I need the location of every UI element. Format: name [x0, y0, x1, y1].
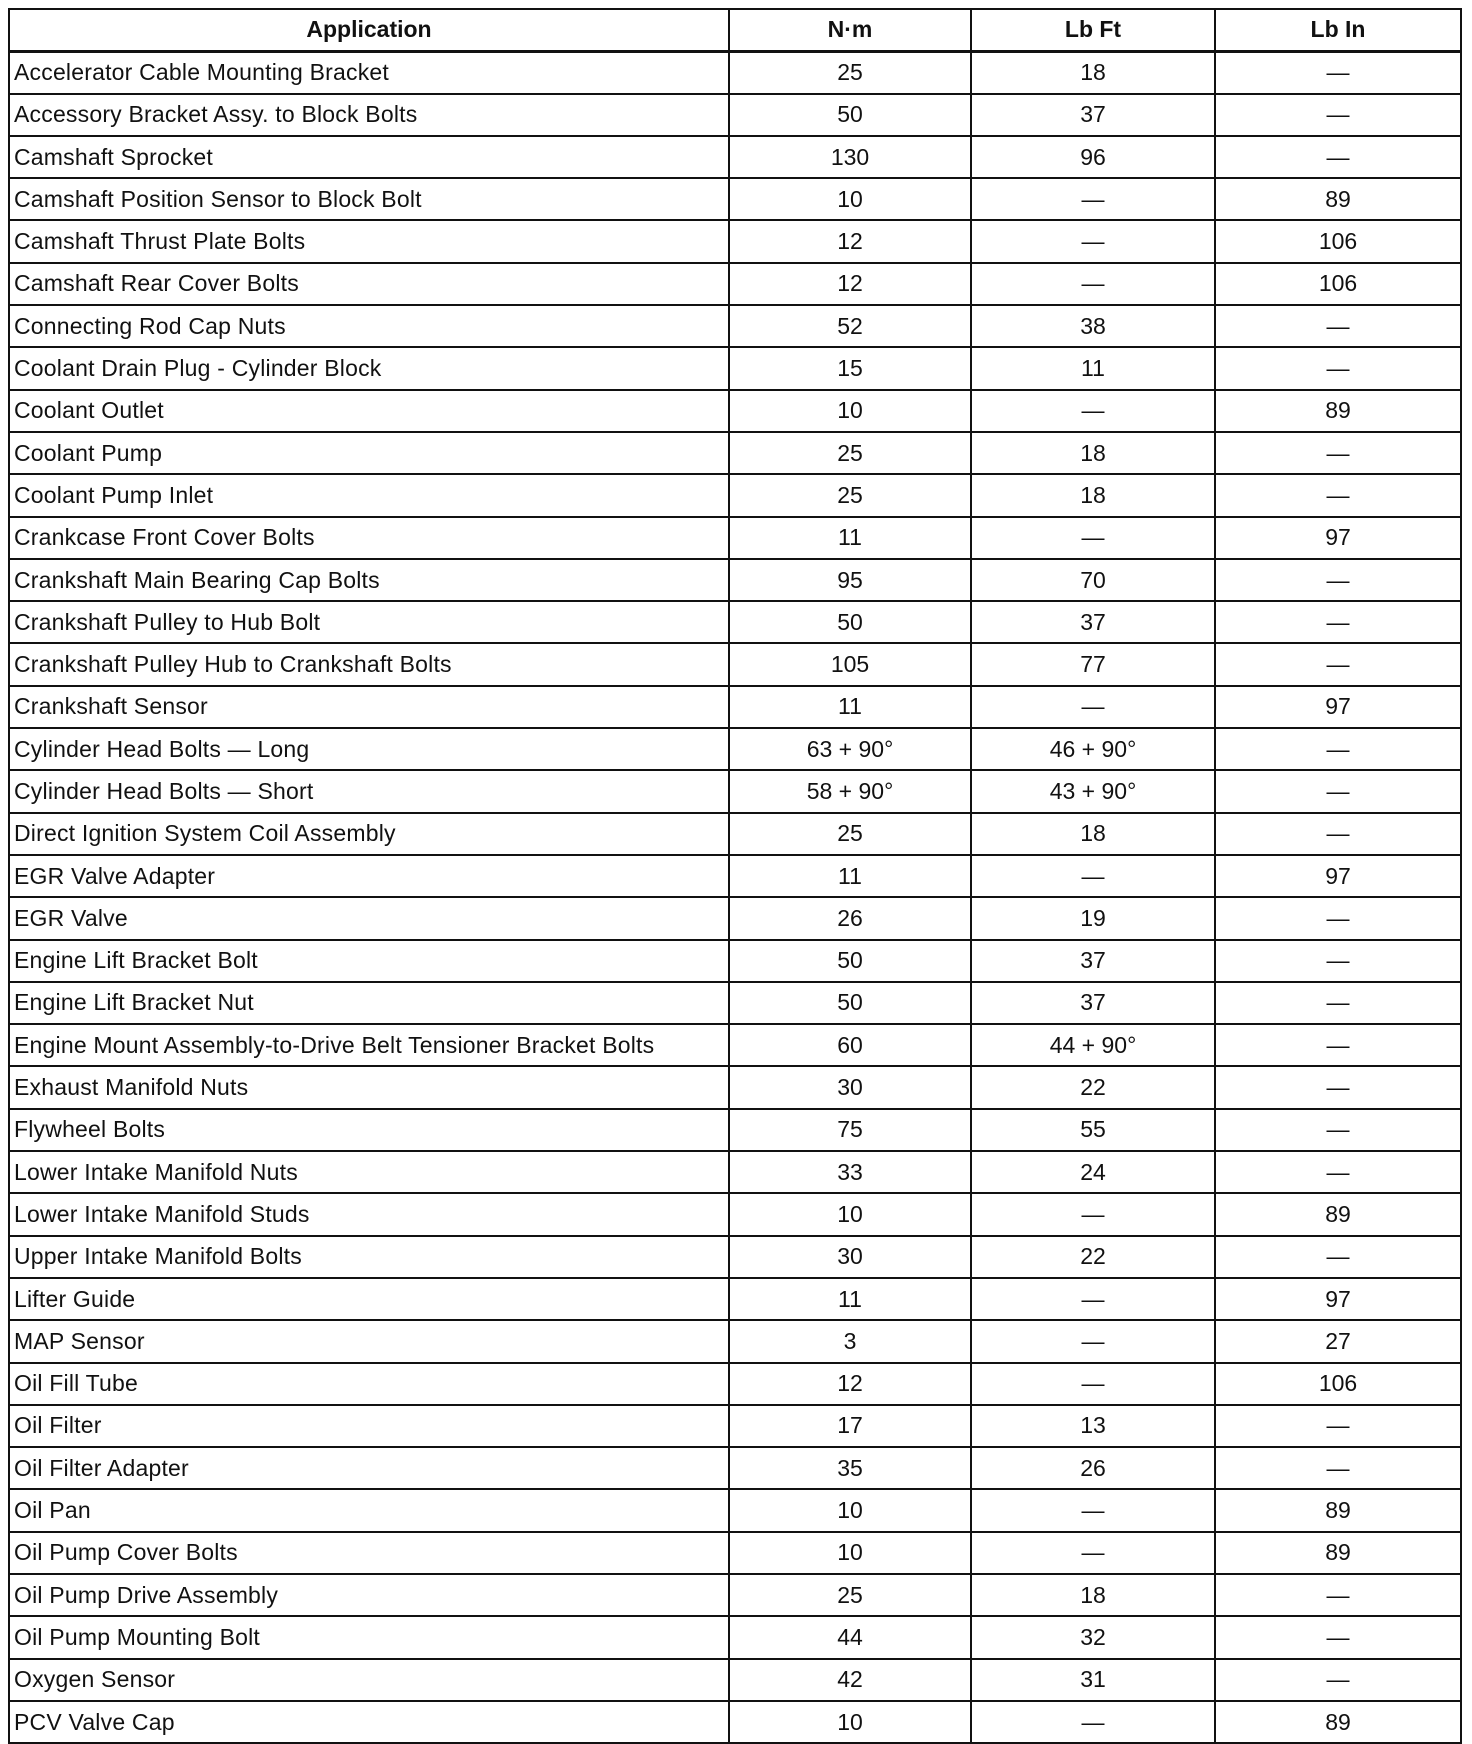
table-row: [9, 601, 1461, 643]
table-row: [9, 643, 1461, 685]
cell-pound-feet: 31: [971, 1659, 1215, 1701]
cell-pound-feet: —: [971, 1363, 1215, 1405]
torque-spec-table: [8, 8, 1462, 1744]
cell-pound-feet: 37: [971, 982, 1215, 1024]
cell-pound-feet: —: [971, 178, 1215, 220]
cell-application: Lower Intake Manifold Nuts: [9, 1151, 729, 1193]
cell-application: Accelerator Cable Mounting Bracket: [9, 51, 729, 93]
table-row: [9, 517, 1461, 559]
table-row: [9, 1659, 1461, 1701]
cell-pound-feet: 18: [971, 51, 1215, 93]
cell-newton-meters: 11: [729, 686, 971, 728]
cell-newton-meters: 11: [729, 1278, 971, 1320]
cell-pound-inches: —: [1215, 940, 1461, 982]
table-row: [9, 1489, 1461, 1531]
cell-pound-inches: —: [1215, 51, 1461, 93]
cell-newton-meters: 33: [729, 1151, 971, 1193]
cell-pound-feet: 46 + 90°: [971, 728, 1215, 770]
table-row: [9, 940, 1461, 982]
cell-newton-meters: 11: [729, 517, 971, 559]
cell-pound-feet: 43 + 90°: [971, 770, 1215, 812]
table-row: [9, 897, 1461, 939]
cell-application: Cylinder Head Bolts — Short: [9, 770, 729, 812]
cell-newton-meters: 25: [729, 432, 971, 474]
cell-application: Engine Lift Bracket Nut: [9, 982, 729, 1024]
cell-pound-inches: —: [1215, 136, 1461, 178]
cell-pound-inches: —: [1215, 770, 1461, 812]
table-row: [9, 220, 1461, 262]
table-row: [9, 1066, 1461, 1108]
cell-application: Lower Intake Manifold Studs: [9, 1193, 729, 1235]
cell-pound-inches: —: [1215, 897, 1461, 939]
cell-pound-inches: —: [1215, 94, 1461, 136]
cell-newton-meters: 44: [729, 1616, 971, 1658]
cell-pound-inches: —: [1215, 1447, 1461, 1489]
cell-newton-meters: 10: [729, 1532, 971, 1574]
cell-pound-feet: 32: [971, 1616, 1215, 1658]
cell-newton-meters: 60: [729, 1024, 971, 1066]
cell-newton-meters: 25: [729, 51, 971, 93]
cell-pound-feet: —: [971, 1701, 1215, 1743]
table-row: [9, 1320, 1461, 1362]
cell-pound-inches: —: [1215, 1024, 1461, 1066]
cell-application: Camshaft Position Sensor to Block Bolt: [9, 178, 729, 220]
cell-pound-inches: —: [1215, 559, 1461, 601]
table-row: [9, 1151, 1461, 1193]
cell-application: Crankcase Front Cover Bolts: [9, 517, 729, 559]
cell-pound-inches: 89: [1215, 390, 1461, 432]
table-row: [9, 51, 1461, 93]
cell-newton-meters: 15: [729, 347, 971, 389]
cell-pound-feet: 44 + 90°: [971, 1024, 1215, 1066]
cell-pound-feet: 22: [971, 1066, 1215, 1108]
cell-application: Coolant Drain Plug - Cylinder Block: [9, 347, 729, 389]
cell-pound-inches: —: [1215, 305, 1461, 347]
cell-application: Upper Intake Manifold Bolts: [9, 1236, 729, 1278]
cell-application: Lifter Guide: [9, 1278, 729, 1320]
cell-pound-feet: —: [971, 263, 1215, 305]
cell-pound-inches: 89: [1215, 1701, 1461, 1743]
cell-pound-inches: 97: [1215, 1278, 1461, 1320]
cell-pound-feet: 77: [971, 643, 1215, 685]
cell-pound-inches: —: [1215, 1574, 1461, 1616]
cell-newton-meters: 50: [729, 940, 971, 982]
cell-application: Oil Pump Drive Assembly: [9, 1574, 729, 1616]
table-row: [9, 432, 1461, 474]
cell-pound-feet: —: [971, 517, 1215, 559]
table-row: [9, 770, 1461, 812]
table-row: [9, 559, 1461, 601]
table-row: [9, 263, 1461, 305]
cell-application: Oxygen Sensor: [9, 1659, 729, 1701]
cell-pound-inches: —: [1215, 1616, 1461, 1658]
header-pound-inches: Lb In: [1215, 9, 1461, 51]
table-row: [9, 982, 1461, 1024]
cell-pound-feet: 18: [971, 1574, 1215, 1616]
cell-pound-feet: 96: [971, 136, 1215, 178]
table-row: [9, 1024, 1461, 1066]
table-row: [9, 1701, 1461, 1743]
table-row: [9, 305, 1461, 347]
cell-pound-inches: —: [1215, 1151, 1461, 1193]
cell-pound-feet: 19: [971, 897, 1215, 939]
cell-pound-feet: 18: [971, 432, 1215, 474]
cell-pound-feet: —: [971, 220, 1215, 262]
cell-application: Crankshaft Pulley to Hub Bolt: [9, 601, 729, 643]
cell-pound-feet: 24: [971, 1151, 1215, 1193]
cell-pound-inches: 106: [1215, 220, 1461, 262]
cell-newton-meters: 52: [729, 305, 971, 347]
cell-newton-meters: 3: [729, 1320, 971, 1362]
cell-application: Camshaft Thrust Plate Bolts: [9, 220, 729, 262]
cell-application: Coolant Pump Inlet: [9, 474, 729, 516]
cell-newton-meters: 11: [729, 855, 971, 897]
torque-spec-sheet: [8, 8, 1460, 1744]
cell-pound-inches: —: [1215, 643, 1461, 685]
cell-application: Crankshaft Sensor: [9, 686, 729, 728]
cell-pound-feet: —: [971, 1532, 1215, 1574]
cell-pound-feet: 26: [971, 1447, 1215, 1489]
cell-pound-feet: 38: [971, 305, 1215, 347]
cell-pound-feet: 18: [971, 474, 1215, 516]
cell-pound-inches: —: [1215, 1659, 1461, 1701]
cell-application: MAP Sensor: [9, 1320, 729, 1362]
cell-application: Coolant Pump: [9, 432, 729, 474]
header-pound-feet: Lb Ft: [971, 9, 1215, 51]
table-row: [9, 94, 1461, 136]
cell-application: Oil Filter: [9, 1405, 729, 1447]
cell-newton-meters: 30: [729, 1236, 971, 1278]
table-row: [9, 1532, 1461, 1574]
cell-newton-meters: 10: [729, 1193, 971, 1235]
table-row: [9, 1363, 1461, 1405]
table-row: [9, 347, 1461, 389]
cell-application: Cylinder Head Bolts — Long: [9, 728, 729, 770]
header-row: [9, 9, 1461, 51]
cell-pound-inches: —: [1215, 347, 1461, 389]
cell-newton-meters: 42: [729, 1659, 971, 1701]
cell-newton-meters: 63 + 90°: [729, 728, 971, 770]
cell-pound-feet: 55: [971, 1109, 1215, 1151]
table-row: [9, 728, 1461, 770]
cell-newton-meters: 105: [729, 643, 971, 685]
cell-application: Oil Pump Cover Bolts: [9, 1532, 729, 1574]
cell-pound-inches: 106: [1215, 1363, 1461, 1405]
cell-pound-inches: 89: [1215, 1193, 1461, 1235]
cell-newton-meters: 50: [729, 982, 971, 1024]
cell-pound-inches: 89: [1215, 1489, 1461, 1531]
cell-application: Oil Fill Tube: [9, 1363, 729, 1405]
cell-pound-inches: —: [1215, 813, 1461, 855]
header-newton-meters: N·m: [729, 9, 971, 51]
cell-newton-meters: 25: [729, 1574, 971, 1616]
cell-newton-meters: 12: [729, 263, 971, 305]
cell-application: Oil Pan: [9, 1489, 729, 1531]
table-row: [9, 178, 1461, 220]
cell-pound-feet: 37: [971, 94, 1215, 136]
cell-pound-feet: —: [971, 1489, 1215, 1531]
table-row: [9, 1236, 1461, 1278]
cell-pound-feet: 37: [971, 601, 1215, 643]
cell-pound-feet: —: [971, 1193, 1215, 1235]
cell-newton-meters: 12: [729, 220, 971, 262]
cell-application: Direct Ignition System Coil Assembly: [9, 813, 729, 855]
cell-pound-feet: 13: [971, 1405, 1215, 1447]
table-row: [9, 1616, 1461, 1658]
cell-newton-meters: 50: [729, 601, 971, 643]
cell-application: EGR Valve: [9, 897, 729, 939]
cell-pound-feet: 22: [971, 1236, 1215, 1278]
cell-pound-feet: —: [971, 390, 1215, 432]
cell-newton-meters: 30: [729, 1066, 971, 1108]
cell-pound-inches: 27: [1215, 1320, 1461, 1362]
cell-newton-meters: 10: [729, 1489, 971, 1531]
cell-pound-inches: —: [1215, 1405, 1461, 1447]
cell-application: Camshaft Rear Cover Bolts: [9, 263, 729, 305]
cell-pound-inches: 97: [1215, 686, 1461, 728]
cell-newton-meters: 50: [729, 94, 971, 136]
cell-newton-meters: 10: [729, 178, 971, 220]
cell-pound-inches: 106: [1215, 263, 1461, 305]
cell-pound-inches: —: [1215, 601, 1461, 643]
cell-pound-feet: —: [971, 1320, 1215, 1362]
cell-application: Engine Mount Assembly-to-Drive Belt Tensioner Bracket Bolts: [9, 1024, 729, 1066]
cell-pound-feet: 70: [971, 559, 1215, 601]
table-row: [9, 1109, 1461, 1151]
cell-pound-inches: —: [1215, 1236, 1461, 1278]
table-row: [9, 1574, 1461, 1616]
cell-newton-meters: 95: [729, 559, 971, 601]
cell-application: Engine Lift Bracket Bolt: [9, 940, 729, 982]
cell-pound-feet: —: [971, 1278, 1215, 1320]
table-row: [9, 813, 1461, 855]
table-row: [9, 390, 1461, 432]
cell-application: Crankshaft Pulley Hub to Crankshaft Bolts: [9, 643, 729, 685]
cell-newton-meters: 35: [729, 1447, 971, 1489]
cell-application: Crankshaft Main Bearing Cap Bolts: [9, 559, 729, 601]
cell-pound-inches: 89: [1215, 178, 1461, 220]
cell-pound-inches: 97: [1215, 855, 1461, 897]
cell-application: Accessory Bracket Assy. to Block Bolts: [9, 94, 729, 136]
cell-newton-meters: 25: [729, 813, 971, 855]
cell-newton-meters: 17: [729, 1405, 971, 1447]
cell-application: EGR Valve Adapter: [9, 855, 729, 897]
table-row: [9, 136, 1461, 178]
cell-pound-inches: 89: [1215, 1532, 1461, 1574]
table-row: [9, 855, 1461, 897]
cell-application: Coolant Outlet: [9, 390, 729, 432]
cell-newton-meters: 25: [729, 474, 971, 516]
cell-application: Camshaft Sprocket: [9, 136, 729, 178]
cell-application: Oil Filter Adapter: [9, 1447, 729, 1489]
cell-pound-inches: —: [1215, 1109, 1461, 1151]
cell-pound-inches: 97: [1215, 517, 1461, 559]
cell-application: Oil Pump Mounting Bolt: [9, 1616, 729, 1658]
cell-pound-inches: —: [1215, 474, 1461, 516]
cell-newton-meters: 12: [729, 1363, 971, 1405]
cell-application: Flywheel Bolts: [9, 1109, 729, 1151]
cell-pound-inches: —: [1215, 1066, 1461, 1108]
cell-application: Exhaust Manifold Nuts: [9, 1066, 729, 1108]
cell-application: Connecting Rod Cap Nuts: [9, 305, 729, 347]
cell-newton-meters: 75: [729, 1109, 971, 1151]
cell-newton-meters: 10: [729, 390, 971, 432]
cell-pound-inches: —: [1215, 728, 1461, 770]
table-row: [9, 1278, 1461, 1320]
cell-newton-meters: 10: [729, 1701, 971, 1743]
cell-newton-meters: 130: [729, 136, 971, 178]
cell-newton-meters: 58 + 90°: [729, 770, 971, 812]
table-body: [9, 51, 1461, 1743]
cell-pound-feet: —: [971, 855, 1215, 897]
cell-pound-feet: —: [971, 686, 1215, 728]
table-row: [9, 1405, 1461, 1447]
cell-pound-feet: 18: [971, 813, 1215, 855]
cell-pound-inches: —: [1215, 982, 1461, 1024]
table-row: [9, 686, 1461, 728]
header-application: Application: [9, 9, 729, 51]
table-row: [9, 474, 1461, 516]
table-row: [9, 1447, 1461, 1489]
cell-pound-feet: 37: [971, 940, 1215, 982]
cell-pound-feet: 11: [971, 347, 1215, 389]
cell-pound-inches: —: [1215, 432, 1461, 474]
table-row: [9, 1193, 1461, 1235]
cell-application: PCV Valve Cap: [9, 1701, 729, 1743]
cell-newton-meters: 26: [729, 897, 971, 939]
